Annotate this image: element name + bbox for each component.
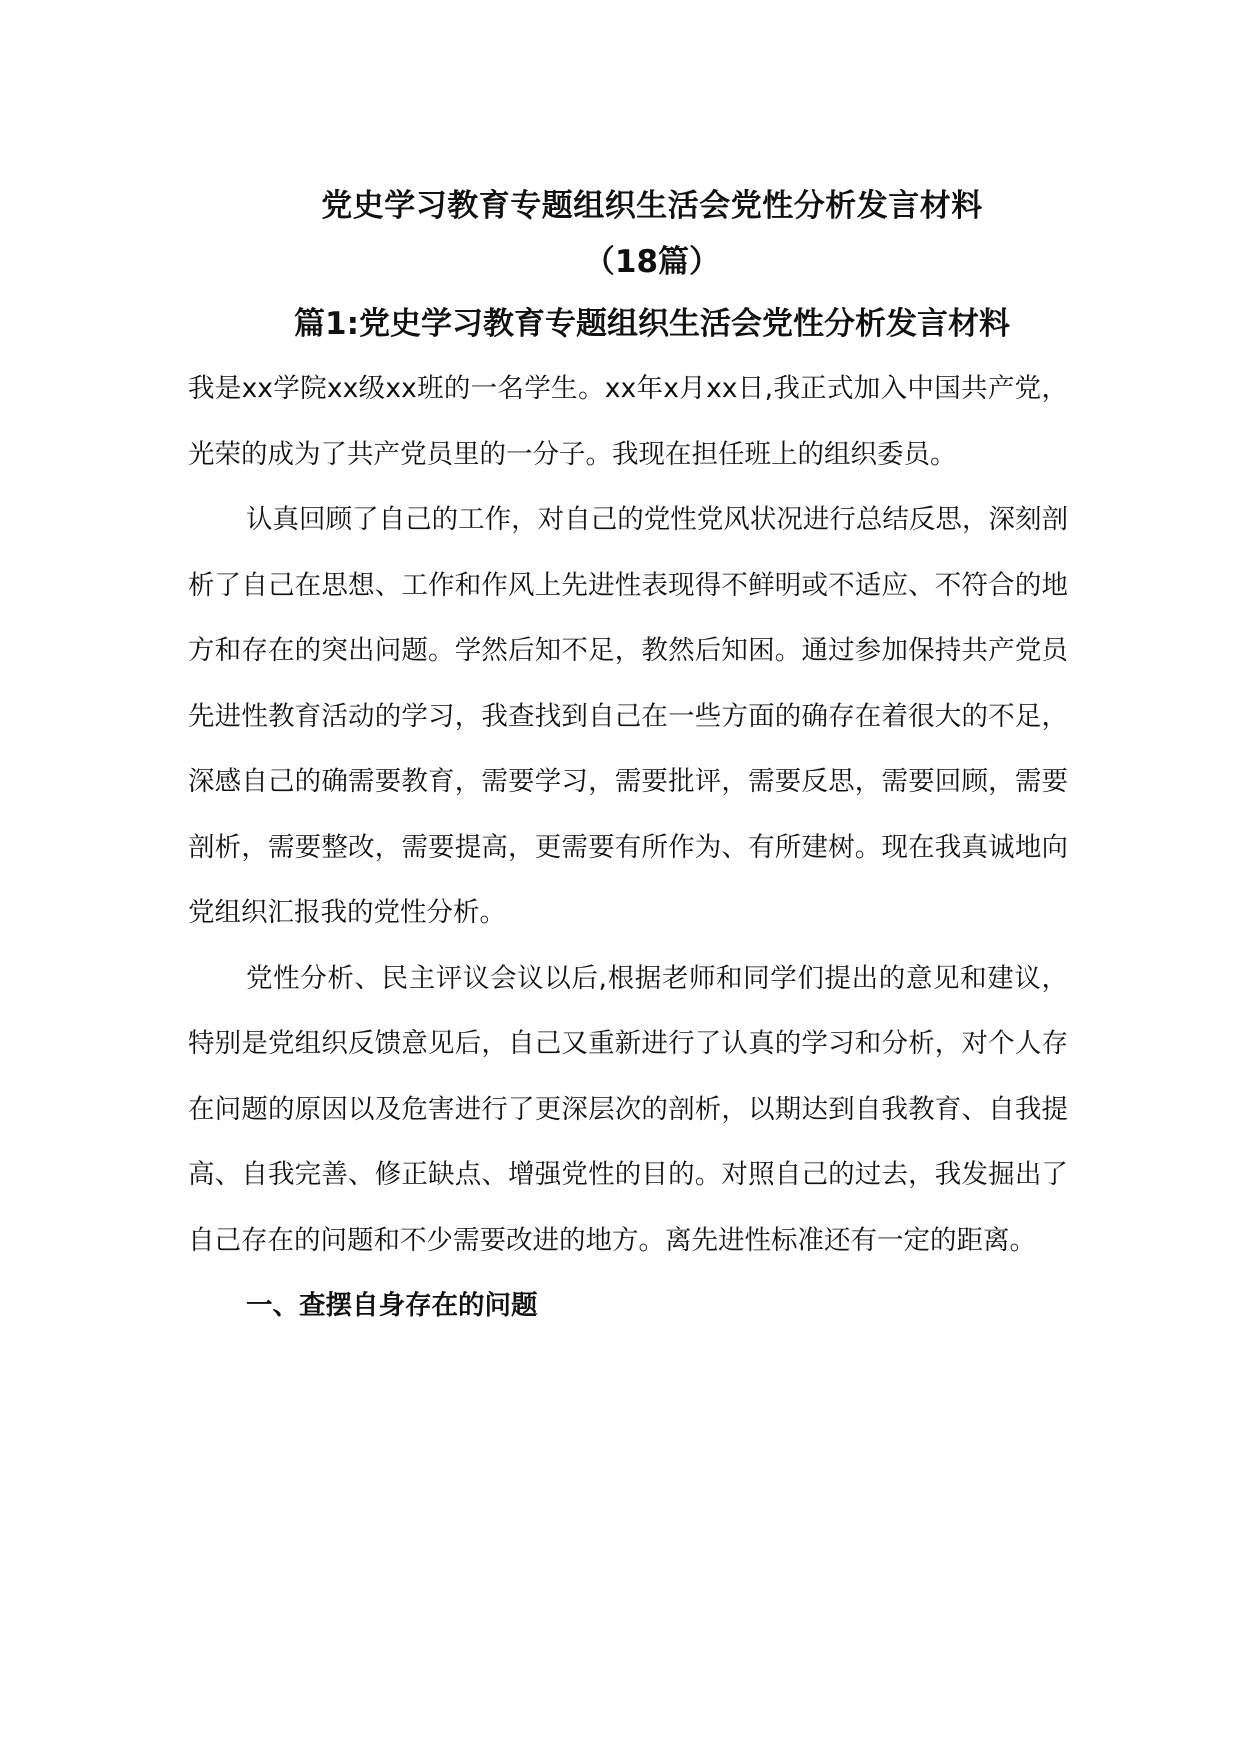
document-title: 党史学习教育专题组织生活会党性分析发言材料 — [321, 188, 983, 224]
document-subtitle: （18篇） — [583, 244, 721, 280]
paragraph-reflection: 认真回顾了自己的工作，对自己的党性党风状况进行总结反思，深刻剖析了自己在思想、工作和作风上先进性表现得不鲜明或不适应、不符合的地方和存在的突出问题。学然后知不足，教然后知困。通过参加保持共产党员先进性教育活动的学习，我查找到自己在一些方面的确存在着很大的不足，深感自己的确需要教育，需要学习，需要批评，需要反思，需要回顾，需要剖析，需要整改，需要提高，更需要有所作为、有所建树。现在我真诚地向党组织汇报我的党性分析。 — [188, 504, 1068, 928]
document-page — [188, 178, 1068, 1339]
section-title: 篇1:党史学习教育专题组织生活会党性分析发言材料 — [294, 306, 1010, 342]
paragraph-analysis: 党性分析、民主评议会议以后,根据老师和同学们提出的意见和建议，特别是党组织反馈意见后，自己又重新进行了认真的学习和分析，对个人存在问题的原因以及危害进行了更深层次的剖析，以期达到自我教育、自我提高、自我完善、修正缺点、增强党性的目的。对照自己的过去，我发掘出了自己存在的问题和不少需要改进的地方。离先进性标准还有一定的距离。 — [188, 962, 1068, 1256]
paragraph-intro: 我是xx学院xx级xx班的一名学生。xx年x月xx日,我正式加入中国共产党，光荣的成为了共产党员里的一分子。我现在担任班上的组织委员。 — [188, 373, 1068, 470]
heading-problems: 一、查摆自身存在的问题 — [246, 1290, 538, 1321]
